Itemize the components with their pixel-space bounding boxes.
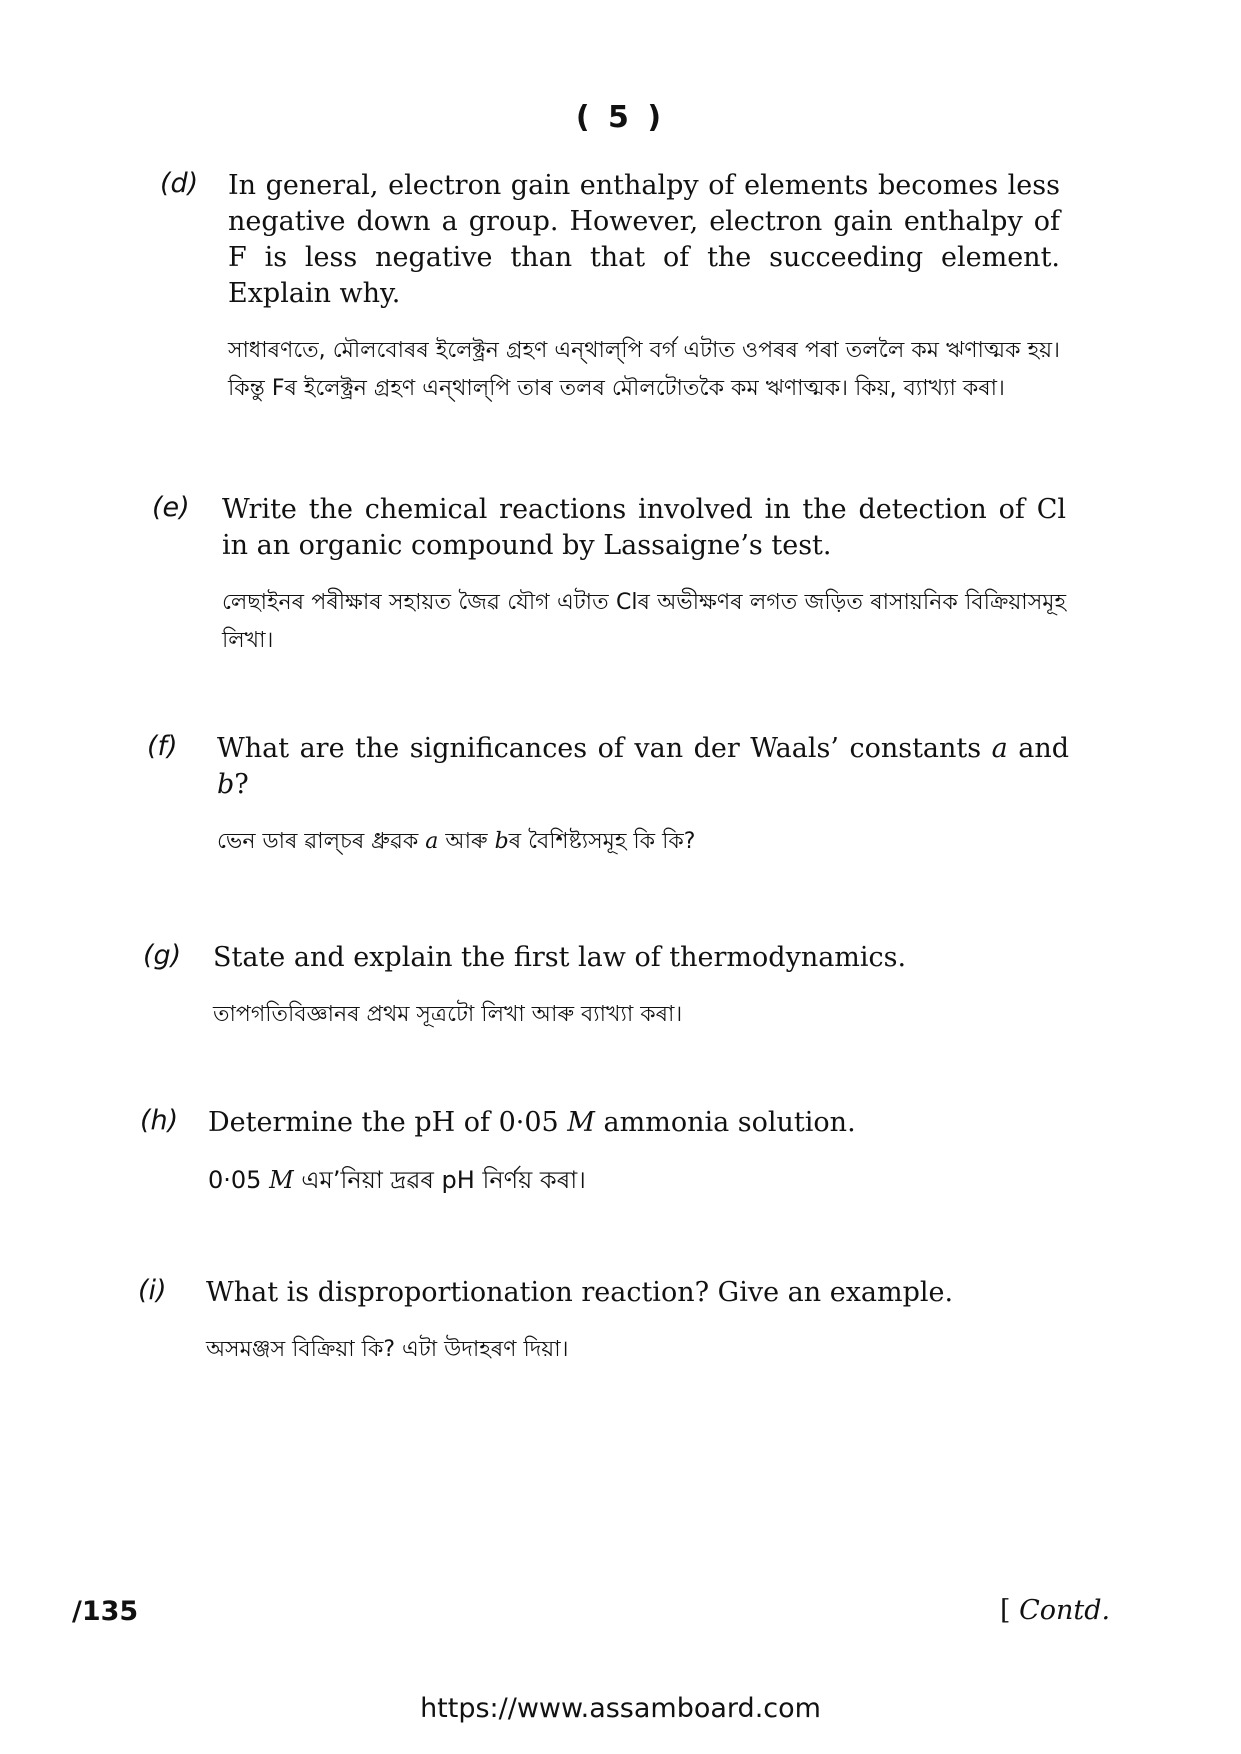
- contd-text: Contd.: [1019, 1595, 1111, 1626]
- source-url[interactable]: https://www.assamboard.com: [420, 1693, 821, 1724]
- question-text-english: Write the chemical reactions involved in the detection of Cl in an organic compound by Lassaigne’s test.: [222, 494, 1066, 561]
- question-text-english: [217, 731, 1069, 803]
- variable-b: b: [217, 769, 235, 800]
- question-label: (g): [143, 940, 182, 971]
- question-text-part: আৰু: [438, 829, 495, 854]
- question-text-part: 0·05: [208, 1166, 270, 1194]
- question-label: (h): [140, 1105, 179, 1136]
- continued-note: [1000, 1595, 1110, 1626]
- molarity-unit: M: [269, 1166, 294, 1194]
- question-g: [143, 940, 1069, 1034]
- question-label: (f): [147, 731, 178, 762]
- molarity-unit: M: [567, 1107, 595, 1138]
- paper-code: /135: [72, 1596, 139, 1627]
- question-text-part: এম’নিয়া দ্ৰৱৰ pH নিৰ্ণয় কৰা।: [293, 1166, 586, 1194]
- question-i: [138, 1275, 1069, 1369]
- question-text-assamese: অসমঞ্জস বিক্ৰিয়া কি? এটা উদাহৰণ দিয়া।: [206, 1337, 569, 1362]
- question-text-assamese: সাধাৰণতে, মৌলবোৰৰ ইলেক্ট্ৰন গ্ৰহণ এন্‌থাল্‌পি বৰ্গ এটাত ওপৰৰ পৰা তললৈ কম ঋণাত্মক হয়। কিন্তু Fৰ ইলেক্ট্ৰন গ্ৰহণ এন্‌থাল্‌পি তাৰ তলৰ মৌলটোতকৈ কম ঋণাত্মক। কিয়, ব্যাখ্যা কৰা।: [228, 338, 1060, 401]
- question-text-part: ammonia solution.: [594, 1107, 856, 1138]
- question-text-part: Determine the pH of 0·05: [208, 1107, 568, 1138]
- question-text-part: ৰ বৈশিষ্ট্যসমূহ কি কি?: [508, 829, 696, 854]
- question-text-part: What are the significances of van der Waals’ constants: [217, 733, 992, 764]
- question-label: (d): [160, 168, 199, 199]
- question-d: [160, 168, 1060, 408]
- question-text-assamese: লেছাইনৰ পৰীক্ষাৰ সহায়ত জৈৱ যৌগ এটাত Clৰ অভীক্ষণৰ লগত জড়িত ৰাসায়নিক বিক্ৰিয়াসমূহ লিখা।: [222, 590, 1066, 653]
- question-text-english: In general, electron gain enthalpy of elements becomes less negative down a group. However, electron gain enthalpy of F is less negative than that of the succeeding element. Explain why.: [228, 170, 1060, 309]
- variable-a: a: [425, 829, 439, 854]
- question-e: [152, 492, 1066, 660]
- question-label: (i): [138, 1275, 167, 1306]
- contd-bracket: [: [1000, 1595, 1020, 1626]
- question-label: (e): [152, 492, 190, 523]
- question-text-english: State and explain the first law of thermodynamics.: [213, 942, 907, 973]
- question-text-part: ভেন ডাৰ ৱাল্‌চৰ ধ্ৰুৱক: [217, 829, 426, 854]
- question-text-part: ?: [234, 769, 249, 800]
- question-text-english: [208, 1105, 1069, 1141]
- variable-a: a: [991, 733, 1008, 764]
- question-f: [147, 731, 1069, 861]
- page-number: ( 5 ): [575, 100, 666, 135]
- question-text-assamese: তাপগতিবিজ্ঞানৰ প্ৰথম সূত্ৰটো লিখা আৰু ব্যাখ্যা কৰা।: [213, 1002, 683, 1027]
- question-text-part: and: [1007, 733, 1069, 764]
- question-text-assamese: [208, 1161, 1069, 1199]
- question-text-assamese: [217, 823, 1069, 861]
- question-text-english: What is disproportionation reaction? Give an example.: [206, 1277, 954, 1308]
- question-h: [140, 1105, 1069, 1199]
- variable-b: b: [494, 829, 509, 854]
